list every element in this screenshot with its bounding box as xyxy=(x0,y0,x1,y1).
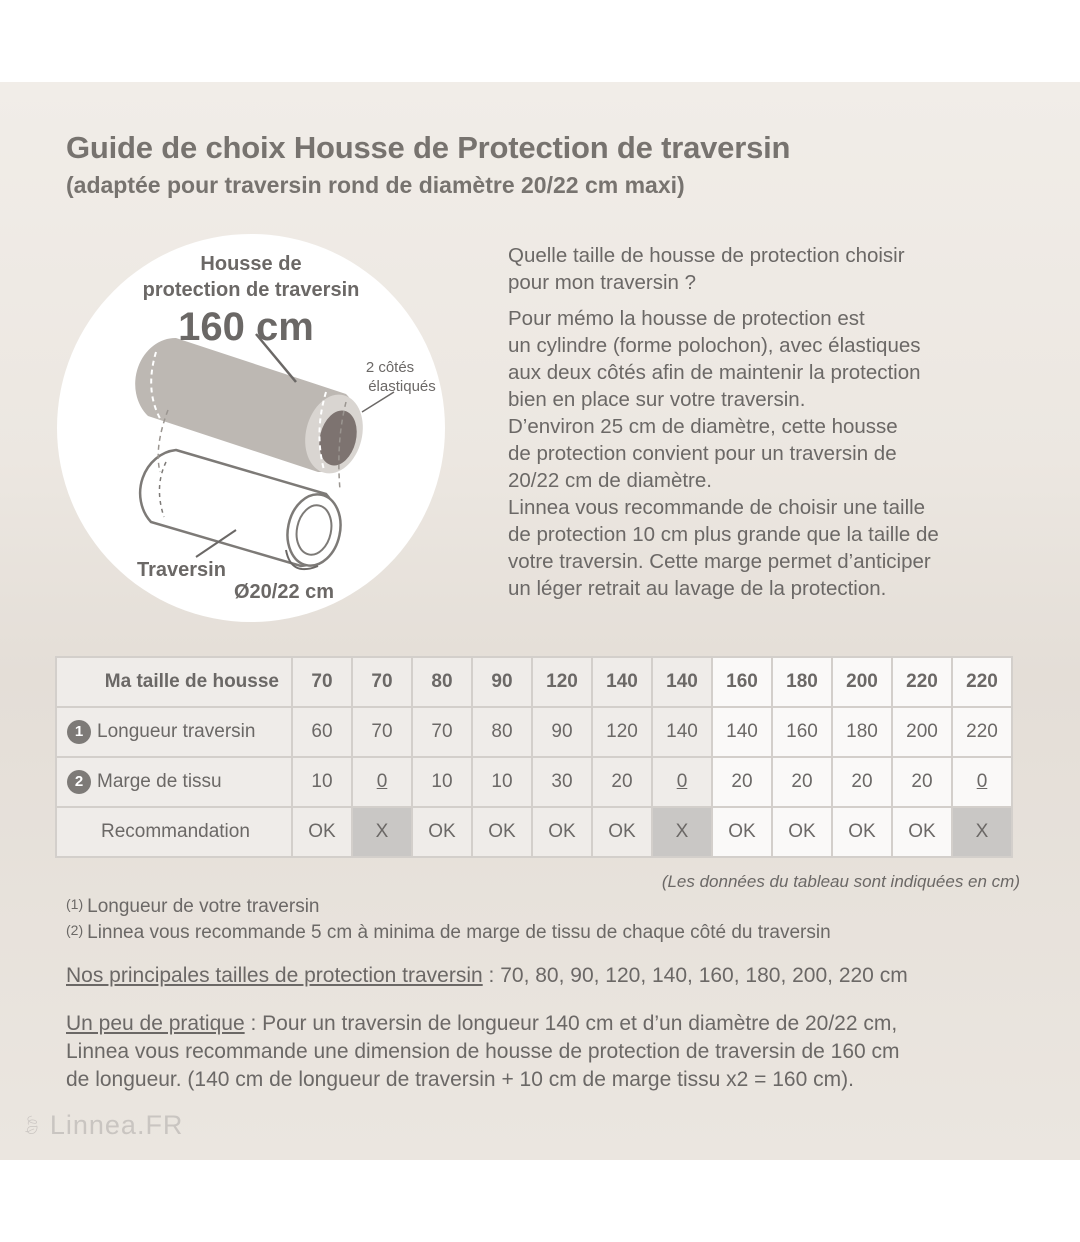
elastic-label-2: élastiqués xyxy=(368,378,436,395)
intro-body-line: de protection 10 cm plus grande que la taille de xyxy=(508,523,939,546)
recommendation-cell: OK xyxy=(532,807,592,857)
table-cell: 220 xyxy=(952,707,1012,757)
table-cell: 20 xyxy=(772,757,832,807)
intro-body-line: aux deux côtés afin de maintenir la protection xyxy=(508,361,921,384)
table-cell: 80 xyxy=(472,707,532,757)
table-cell: 200 xyxy=(892,707,952,757)
recommendation-cell: OK xyxy=(472,807,532,857)
table-header-row xyxy=(56,657,1012,707)
recommendation-cell: OK xyxy=(892,807,952,857)
header-size-cell: 140 xyxy=(652,657,712,707)
table-cell: 180 xyxy=(832,707,892,757)
table-cell: 0 xyxy=(652,757,712,807)
logo-text: Linnea.FR xyxy=(49,1110,184,1140)
intro-body-line: Linnea vous recommande de choisir une taille xyxy=(508,496,926,519)
intro-body xyxy=(508,305,1028,602)
page-subtitle: (adaptée pour traversin rond de diamètre 20/22 cm maxi) xyxy=(66,172,685,198)
elastic-label-1: 2 côtés xyxy=(365,359,415,376)
intro-question-line: Quelle taille de housse de protection choisir xyxy=(508,244,905,267)
cover-label-1: Housse de xyxy=(200,253,302,275)
size-guide-table xyxy=(55,656,1013,858)
table-cell: 30 xyxy=(532,757,592,807)
intro-body-line: votre traversin. Cette marge permet d’anticiper xyxy=(508,550,931,573)
row-label-cell xyxy=(56,757,292,807)
footnote-mark: (1) xyxy=(66,896,84,912)
table-cell: 140 xyxy=(652,707,712,757)
table-cell: 10 xyxy=(292,757,352,807)
header-size-cell: 70 xyxy=(292,657,352,707)
table-row xyxy=(56,807,1012,857)
row-number-badge: 1 xyxy=(67,720,91,744)
footnote-2 xyxy=(66,922,831,944)
practice-line: de longueur. (140 cm de longueur de traversin + 10 cm de marge tissu x2 = 160 cm). xyxy=(66,1068,854,1091)
row-label-cell xyxy=(56,707,292,757)
intro-body-line: un léger retrait au lavage de la protection. xyxy=(508,577,887,600)
table-cell: 70 xyxy=(352,707,412,757)
footnote-1 xyxy=(66,896,320,918)
practice-label: Un peu de pratique xyxy=(66,1012,245,1035)
intro-question-line: pour mon traversin ? xyxy=(508,271,697,294)
table-cell: 120 xyxy=(592,707,652,757)
intro-question xyxy=(508,242,1028,296)
row-number-badge: 2 xyxy=(67,770,91,794)
bolster-illustration xyxy=(56,232,446,624)
header-size-cell: 140 xyxy=(592,657,652,707)
diameter-label: Ø20/22 cm xyxy=(234,581,335,603)
main-sizes xyxy=(66,964,908,988)
header-size-cell: 90 xyxy=(472,657,532,707)
header-size-cell: 160 xyxy=(712,657,772,707)
recommendation-cell: OK xyxy=(712,807,772,857)
recommendation-cell: OK xyxy=(832,807,892,857)
table-cell: 20 xyxy=(592,757,652,807)
recommendation-cell: X xyxy=(952,807,1012,857)
table-row xyxy=(56,757,1012,807)
main-sizes-values: : 70, 80, 90, 120, 140, 160, 180, 200, 220 cm xyxy=(482,964,908,987)
practice-line xyxy=(66,1010,1026,1038)
intro-body-line: 20/22 cm de diamètre. xyxy=(508,469,712,492)
table-cell: 60 xyxy=(292,707,352,757)
table-cell: 0 xyxy=(952,757,1012,807)
row-label-cell xyxy=(56,807,292,857)
header-size-cell: 180 xyxy=(772,657,832,707)
intro-text xyxy=(508,242,1028,611)
intro-body-line: bien en place sur votre traversin. xyxy=(508,388,806,411)
leaf-icon: 🍃︎ xyxy=(20,1115,44,1135)
cover-label-2: protection de traversin xyxy=(142,279,360,301)
table-cell: 20 xyxy=(712,757,772,807)
header-label: Ma taille de housse xyxy=(56,657,292,707)
table-note: (Les données du tableau sont indiquées en cm) xyxy=(661,872,1020,891)
practice-example xyxy=(66,1010,1026,1094)
main-sizes-label: Nos principales tailles de protection traversin xyxy=(66,964,483,987)
footnote-text: Linnea vous recommande 5 cm à minima de marge de tissu de chaque côté du traversin xyxy=(87,922,831,943)
page-title: Guide de choix Housse de Protection de traversin xyxy=(66,130,791,165)
table-cell: 90 xyxy=(532,707,592,757)
table-row xyxy=(56,707,1012,757)
recommendation-cell: OK xyxy=(412,807,472,857)
header-size-cell: 120 xyxy=(532,657,592,707)
table-cell: 140 xyxy=(712,707,772,757)
table-cell: 0 xyxy=(352,757,412,807)
table-cell: 160 xyxy=(772,707,832,757)
practice-line: Linnea vous recommande une dimension de housse de protection de traversin de 160 cm xyxy=(66,1040,900,1063)
footnote-text: Longueur de votre traversin xyxy=(87,896,320,917)
header-size-cell: 80 xyxy=(412,657,472,707)
brand-logo xyxy=(20,1110,183,1141)
table-cell: 10 xyxy=(412,757,472,807)
row-label: Longueur traversin xyxy=(97,721,256,743)
practice-text: : Pour un traversin de longueur 140 cm et d’un diamètre de 20/22 cm, xyxy=(244,1012,898,1035)
header-size-cell: 70 xyxy=(352,657,412,707)
intro-body-line: Pour mémo la housse de protection est xyxy=(508,307,865,330)
table-cell: 20 xyxy=(892,757,952,807)
table-cell: 10 xyxy=(472,757,532,807)
recommendation-cell: OK xyxy=(772,807,832,857)
header-size-cell: 220 xyxy=(952,657,1012,707)
intro-body-line: un cylindre (forme polochon), avec élastiques xyxy=(508,334,921,357)
table-cell: 20 xyxy=(832,757,892,807)
footnote-mark: (2) xyxy=(66,922,84,938)
intro-body-line: D’environ 25 cm de diamètre, cette housse xyxy=(508,415,898,438)
table-cell: 70 xyxy=(412,707,472,757)
pillow-label: Traversin xyxy=(137,559,226,581)
row-label: Recommandation xyxy=(101,821,250,842)
row-label: Marge de tissu xyxy=(97,771,222,793)
cover-size-label: 160 cm xyxy=(178,305,314,349)
recommendation-cell: X xyxy=(652,807,712,857)
header-size-cell: 220 xyxy=(892,657,952,707)
recommendation-cell: X xyxy=(352,807,412,857)
intro-body-line: de protection convient pour un traversin de xyxy=(508,442,897,465)
recommendation-cell: OK xyxy=(292,807,352,857)
header-size-cell: 200 xyxy=(832,657,892,707)
recommendation-cell: OK xyxy=(592,807,652,857)
